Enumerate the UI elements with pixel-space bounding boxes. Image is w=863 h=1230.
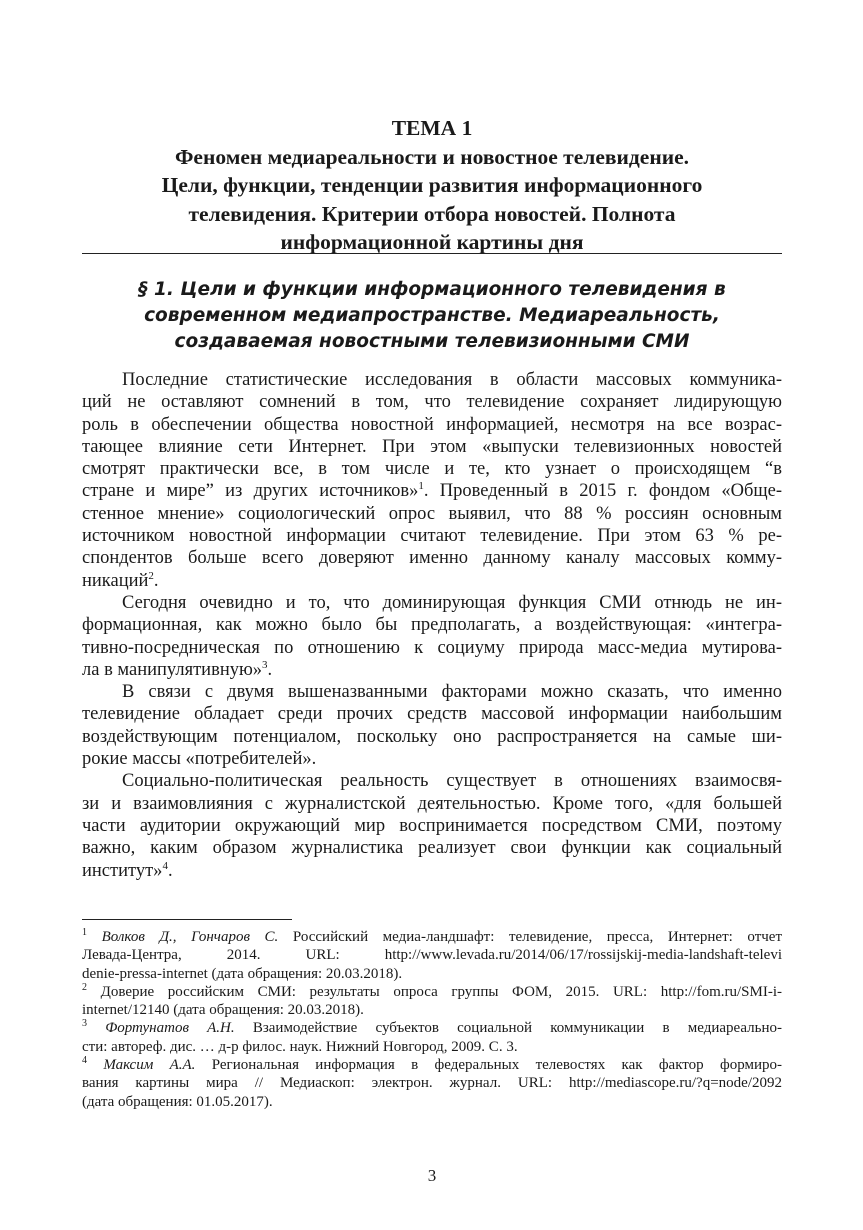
footnote-ref: 3 <box>262 658 268 671</box>
footnote-line: denie-pressa-internet (дата обращения: 20.03.2018). <box>82 965 403 982</box>
paragraph <box>82 770 782 881</box>
section-title-line: создаваемая новостными телевизионными СМИ <box>174 331 690 352</box>
text-line: воздействующим потенциалом, поскольку оно распространяется на самые ши- <box>82 726 782 747</box>
chapter-title-line: Феномен медиареальности и новостное телевидение. <box>174 144 690 169</box>
paragraph <box>82 369 782 592</box>
text-line: важно, каким образом журналистика реализует свои функции как социальный <box>82 838 782 859</box>
footnote-line: $^2$ Доверие российским СМИ: результаты опроса группы ФОМ, 2015. URL: http://fom.ru/SMI-i- <box>82 981 782 1000</box>
page-number: 3 <box>427 1166 437 1185</box>
footnote-line: (дата обращения: 01.05.2017). <box>82 1093 273 1110</box>
footnote <box>82 928 782 983</box>
text-line: рокие массы «потребителей». <box>82 749 317 770</box>
text-line: спондентов больше всего доверяют именно данному каналу массовых комму- <box>82 548 782 569</box>
text-line: Последние статистические исследования в области массовых коммуника- <box>122 370 782 390</box>
footnote-line: $^1$ Волков Д., Гончаров С. Российский медиа-ландшафт: телевидение, пресса, Интернет: отчет <box>82 927 782 945</box>
chapter-title-line: Цели, функции, тенденции развития информационного <box>161 173 703 197</box>
footnote-author: Волков Д., Гончаров С. <box>101 929 279 945</box>
text-line: Сегодня очевидно и то, что доминирующая функция СМИ отнюдь не ин- <box>122 592 782 613</box>
footnotes <box>82 928 782 1111</box>
section-heading <box>82 277 782 355</box>
body-text <box>82 369 782 882</box>
footnote-number: 1 <box>82 927 87 938</box>
text-line: стране и мире” из других источников»$^1$. Проведенный в 2015 г. фондом «Обще- <box>82 480 782 502</box>
text-line: роль в обеспечении общества новостной информацией, несмотря на все возрас- <box>82 414 782 435</box>
text-line: никаций$^2$. <box>82 569 159 591</box>
text-line: ций не оставляют сомнений в том, что телевидение сохраняет лидирующую <box>82 392 782 413</box>
section-title-line: § 1. Цели и функции информационного телевидения в <box>138 279 726 300</box>
section-title-line: современном медиапространстве. Медиареальность, <box>144 305 720 326</box>
footnote-number: 3 <box>82 1018 87 1030</box>
footnote <box>82 1019 782 1056</box>
text-line: институт»$^4$. <box>82 859 173 881</box>
text-line: В связи с двумя вышеназванными факторами можно сказать, что именно <box>122 682 782 703</box>
footnote <box>82 1056 782 1111</box>
chapter-heading <box>82 114 782 257</box>
chapter-title-line: телевидения. Критерии отбора новостей. Полнота <box>188 201 676 226</box>
footnote-number: 4 <box>82 1055 87 1067</box>
text-line: формационная, как можно было бы предполагать, а воздействующая: «интегра- <box>82 615 782 636</box>
footnote-ref: 2 <box>148 569 154 582</box>
chapter-divider <box>82 253 782 254</box>
text-line: ла в манипулятивную»$^3$. <box>82 658 273 680</box>
chapter-label: ТЕМА 1 <box>391 116 473 140</box>
text-line: стенное мнение» социологический опрос выявил, что 88 % россиян основным <box>82 503 782 524</box>
text-line: зи и взаимовлияния с журналистской деятельностью. Кроме того, «для большей <box>82 793 782 814</box>
footnote-number: 2 <box>82 981 87 993</box>
footnote <box>82 983 782 1020</box>
text-line: смотрят практически все, в том числе и те, кто узнает о происходящем “в <box>82 459 782 480</box>
footnote-line: сти: автореф. дис. … д-р филос. наук. Нижний Новгород, 2009. С. 3. <box>82 1038 518 1055</box>
chapter-title-line: информационной картины дня <box>280 230 584 254</box>
footnote-author: Максим А.А. <box>103 1057 196 1074</box>
footnote-line: $^4$ Максим А.А. Региональная информация в федеральных телевостях как фактор формиро- <box>82 1055 782 1074</box>
paragraph <box>82 681 782 770</box>
footnote-author: Фортунатов А.Н. <box>105 1020 235 1037</box>
text-line: источником новостной информации считают телевидение. При этом 63 % ре- <box>82 526 782 547</box>
text-line: тающее влияние сети Интернет. При этом «выпуски телевизионных новостей <box>82 436 782 457</box>
footnote-ref: 1 <box>418 480 424 493</box>
footnote-line: вания картины мира // Медиаскоп: электрон. журнал. URL: http://mediascope.ru/?q=node/2092 <box>82 1075 782 1092</box>
text-line: телевидение обладает среди прочих средств массовой информации наибольшим <box>82 704 782 725</box>
text-line: части аудитории окружающий мир воспринимается посредством СМИ, поэтому <box>82 815 782 836</box>
footnote-line: $^3$ Фортунатов А.Н. Взаимодействие субъектов социальной коммуникации в медиареально- <box>82 1018 782 1037</box>
footnote-line: Левада-Центра, 2014. URL: http://www.levada.ru/2014/06/17/rossijskij-media-landshaft-televi <box>82 947 782 964</box>
footnote-divider <box>82 919 292 920</box>
paragraph <box>82 592 782 681</box>
footnote-line: internet/12140 (дата обращения: 20.03.2018). <box>82 1002 364 1019</box>
footnote-ref: 4 <box>162 859 168 872</box>
text-line: Социально-политическая реальность существует в отношениях взаимосвя- <box>122 771 782 792</box>
text-line: тивно-посредническая по отношению к социуму природа масс-медиа мутирова- <box>82 637 782 658</box>
